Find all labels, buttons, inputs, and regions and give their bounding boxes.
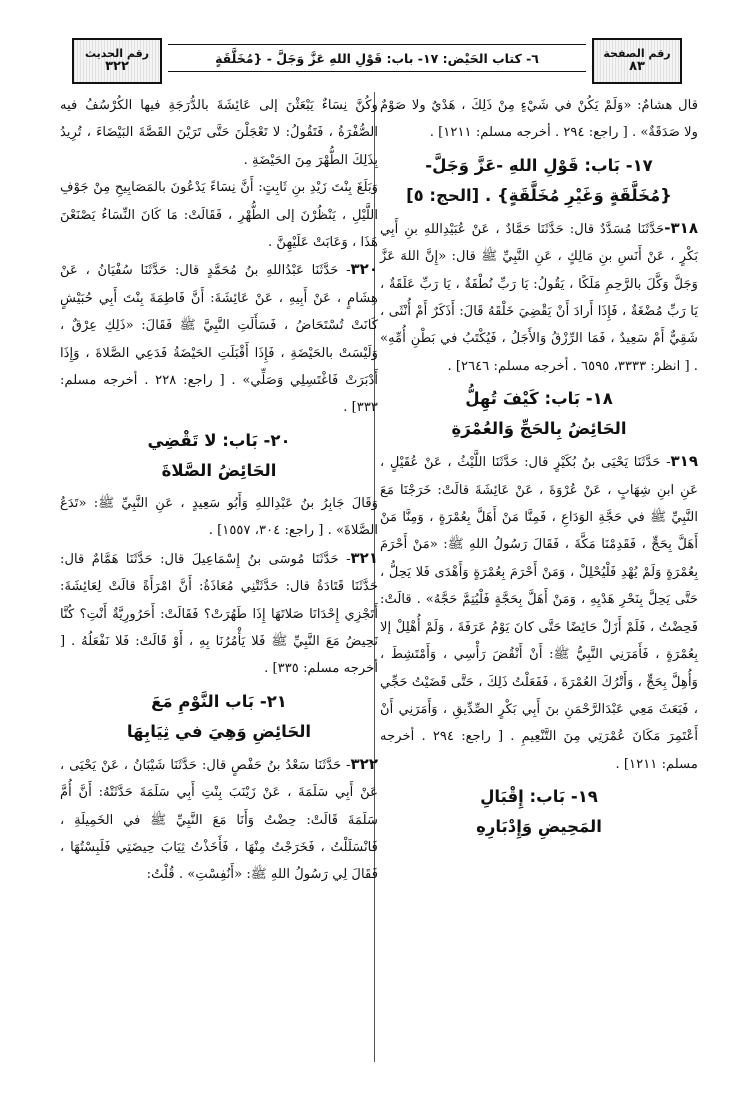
hadith-text: - حَدَّثَنَا سَعْدُ بنُ حَفْصٍ قال: حَدَّثَنَا شَيْبَانُ ، عَنْ يَحْيَى ، عَنْ أَبِي سَلَمَةَ ، عَنْ زَيْنَبَ بِنْتِ أَبِي سَلَمَةَ حَدَّثَتْهُ: أَنَّ أُمَّ سَلَمَةَ قَالَتْ: حِضْتُ وَأَنَا مَعَ النَّبِيِّ ﷺ في الخَمِيلَةِ ، فَانْسَلَلْتُ ، فَخَرَجْتُ مِنْهَا ، فَأَخَذْتُ ثِيَابَ حِيضَتِي فَلَبِسْتُهَا ، فَقَالَ لِي رَسُولُ اللهِ ﷺ: «أَنُفِسْتِ» . قُلْتُ: (60, 757, 378, 883)
paragraph: وَبَلَغَ بِنْتَ زَيْدِ بنِ ثَابِتٍ: أَنَّ نِسَاءً يَدْعُونَ بالمَصَابِيحِ مِنْ جَوْفِ اللَّيْلِ ، يَنْظُرْنَ إلى الطُّهْرِ ، فَقَالَتْ: مَا كَانَ النِّسَاءُ يَصْنَعْنَ هَذَا ، وَعَابَتْ عَلَيْهِنَّ . (60, 180, 378, 251)
page-number: ٨٣ (629, 58, 645, 74)
right-column (380, 92, 698, 846)
chapter-heading (60, 426, 378, 486)
chapter-verse: {مُخَلَّقَةٍ وَغَيْرِ مُخَلَّقَةٍ} . [الحج: ٥] (406, 185, 672, 205)
page-number-label: رقم الصفحة (603, 47, 671, 61)
paragraph: وكُنَّ نِسَاءٌ يَبْعَثْنَ إلى عَائِشَةَ بالدُّرَجَةِ فيها الكُرْسُفُ فيه الصُّفْرَةُ ، فَتَقُولُ: لا تَعْجَلْنَ حَتَّى تَرَيْنَ القَصَّةَ البَيْضَاءَ ، تُرِيدُ بِذَلِكَ الطُّهْرَ مِنَ الحَيْضَةِ . (60, 98, 378, 168)
hadith-text: حَدَّثَنَا مُسَدَّدٌ قال: حَدَّثَنَا حَمَّادٌ ، عَنْ عُبَيْدِاللهِ بنِ أَبِي بَكْرٍ ، عَنْ أَنَسِ بنِ مَالِكٍ ، عَنِ النَّبِيِّ ﷺ قال: «إِنَّ اللهَ عَزَّ وَجَلَّ وَكَّلَ بالرَّحِمِ مَلَكًا ، يَقُولُ: يَا رَبِّ نُطْفَةٌ ، يَا رَبِّ عَلَقَةٌ ، يَا رَبِّ مُضْغَةٌ ، فَإِذَا أَرادَ أَنْ يَقْضِيَ خَلْقَهُ قَالَ: أَذَكَرٌ أَمْ أُنْثَى ، شَقِيٌّ أَمْ سَعِيدٌ ، فَمَا الرِّزْقُ وَالأَجَلُ ، فَيُكْتَبُ في بَطْنِ أُمِّهِ» . [ انظر: ٣٣٣٣، ٦٥٩٥ . أخرجه مسلم: ٢٦٤٦] . (380, 221, 698, 374)
chapter-title: ٢١- بَاب النَّوْمِ مَعَ (151, 691, 287, 711)
hadith-paragraph (380, 448, 698, 778)
hadith-text: - حَدَّثَنَا مُوسَى بنُ إِسْمَاعِيلَ قال: حَدَّثَنَا هَمَّامٌ قال: حَدَّثَنَا قَتَادَةُ قال: حَدَّثَتْنِي مُعَاذَةُ: أَنَّ امْرَأَةً قالَتْ لِعَائِشَةَ: أَتَجْزِي إِحْدَانَا صَلاتَهَا إِذَا طَهُرَتْ؟ فَقَالَتْ: أَحَرُورِيَّةٌ أَنْتِ؟ كُنَّا نَحِيضُ مَعَ النَّبِيِّ ﷺ فَلا يَأْمُرُنَا بِهِ ، أَوْ قَالَتْ: فَلا نَفْعَلُهُ . [ أخرجه مسلم: ٣٣٥] . (60, 551, 378, 677)
hadith-paragraph (380, 215, 698, 380)
hadith-paragraph (60, 256, 378, 421)
hadith-number: ٣١٨- (664, 218, 698, 237)
chapter-heading (380, 782, 698, 842)
paragraph: قال هشامٌ: «وَلَمْ يَكُنْ في شَيْءٍ مِنْ ذَلِكَ ، هَدْيٌ ولا صَوْمٌ ولا صَدَقَةٌ» . [ راجع: ٢٩٤ . أخرجه مسلم: ١٢١١] . (380, 98, 698, 141)
page-number-box (592, 38, 682, 84)
hadith-text: - حَدَّثَنَا عَبْدُاللهِ بنُ مُحَمَّدٍ قال: حَدَّثَنَا سُفْيَانُ ، عَنْ هِشَامٍ ، عَنْ أَبِيهِ ، عَنْ عَائِشَةَ: أَنَّ فَاطِمَةَ بِنْتَ أَبِي حُبَيْشٍ كَانَتْ تُسْتَحَاضُ ، فَسَأَلَتِ النَّبِيَّ ﷺ فَقَالَ: «ذَلِكِ عِرْقٌ ، وَلَيْسَتْ بالحَيْضَةِ ، فَإِذَا أَقْبَلَتِ الحَيْضَةُ فَدَعِي الصَّلاةَ ، وَإِذَا أَدْبَرَتْ فَاغْتَسِلِي وَصَلِّي» . [ راجع: ٢٢٨ . أخرجه مسلم: ٣٣٣] . (60, 263, 378, 416)
chapter-title: ١٨- بَاب: كَيْفَ تُهِلُّ (465, 389, 613, 409)
chapter-heading (60, 687, 378, 747)
hadith-number: ٣١٩ (670, 452, 698, 471)
left-column (60, 92, 378, 889)
hadith-number: ٣٢١ (350, 548, 378, 567)
hadith-paragraph (60, 751, 378, 889)
chapter-title: ١٧- بَاب: قَوْلِ اللهِ -عَزَّ وَجَلَّ- (425, 155, 653, 175)
hadith-number: ٣٢٢ (350, 754, 378, 773)
chapter-subtitle: الحَائِضِ وَهِيَ في ثِيَابِهَا (126, 721, 312, 741)
page-header (72, 38, 682, 82)
hadith-number: ٣٢٠ (350, 260, 378, 279)
chapter-heading (380, 151, 698, 211)
hadith-paragraph (60, 545, 378, 683)
hadith-number-box (72, 38, 162, 84)
hadith-number-label: رقم الحديث (85, 47, 149, 61)
paragraph: وَقَالَ جَابِرُ بنُ عَبْدِاللهِ وَأَبُو سَعِيدٍ ، عَنِ النَّبِيِّ ﷺ: «تَدَعُ الصَّلاةَ» . [ راجع: ٣٠٤، ١٥٥٧] . (60, 495, 378, 539)
chapter-title: ٢٠- بَاب: لا تَقْضِي (147, 430, 291, 450)
chapter-subtitle: الحَائِضُ بِالحَجِّ وَالعُمْرَةِ (451, 419, 627, 439)
chapter-subtitle: الحَائِضُ الصَّلاةَ (161, 460, 277, 480)
chapter-subtitle: المَحِيضِ وَإِدْبَارِهِ (476, 817, 602, 837)
hadith-number: ٣٢٢ (105, 58, 129, 74)
chapter-heading (380, 384, 698, 444)
hadith-text: - حَدَّثَنَا يَحْيَى بنُ بُكَيْرٍ قال: حَدَّثَنَا اللَّيْثُ ، عَنْ عُقَيْلٍ ، عَنِ ابنِ شِهَابٍ ، عَنْ عُرْوَةَ ، عَنْ عَائِشَةَ قالَتْ: خَرَجْنَا مَعَ النَّبِيِّ ﷺ في حَجَّةِ الوَدَاعِ ، فَمِنَّا مَنْ أَهَلَّ بِعُمْرَةٍ ، وَمِنَّا مَنْ أَهَلَّ بِحَجٍّ ، فَقَدِمْنَا مَكَّةَ ، فَقَالَ رَسُولُ اللهِ ﷺ: «مَنْ أَحْرَمَ بِعُمْرَةٍ وَلَمْ يُهْدِ فَلْيُحْلِلْ ، وَمَنْ أَحْرَمَ بِعُمْرَةٍ وَأَهْدَى فَلا يَحِلُّ ، حَتَّى يَحِلَّ بِنَحْرِ هَدْيِهِ ، وَمَنْ أَهَلَّ بِحَجَّةٍ فَلْيُتِمَّ حَجَّهُ» . قالَتْ: فَحِضْتُ ، فَلَمْ أَزَلْ حَائِضًا حَتَّى كانَ يَوْمُ عَرَفَةَ ، وَلَمْ أُهْلِلْ إلا بِعُمْرَةٍ ، فَأَمَرَنِي النَّبِيُّ ﷺ: أَنْ أَنْقُضَ رَأْسِي ، وَأَمْتَشِطَ ، وَأُهِلَّ بِحَجٍّ ، وَأَتْرُكَ العُمْرَةَ ، فَفَعَلْتُ ذَلِكَ ، حَتَّى قَضَيْتُ حَجِّي ، فَبَعَثَ مَعِي عَبْدَالرَّحْمَنِ بنَ أَبِي بَكْرٍ الصِّدِّيقِ ، وَأَمَرَنِي أَنْ أَعْتَمِرَ مَكَانَ عُمْرَتِي مِنَ التَّنْعِيمِ . [ راجع: ٢٩٤ . أخرجه مسلم: ١٢١١] . (380, 455, 698, 772)
running-title: ٦- كتاب الحَيْض: ١٧- باب: قَوْلِ اللهِ عَزَّ وَجَلَّ - {مُخَلَّقَةٍ (168, 44, 586, 72)
chapter-title: ١٩- بَاب: إِقْبَالِ (480, 787, 598, 807)
